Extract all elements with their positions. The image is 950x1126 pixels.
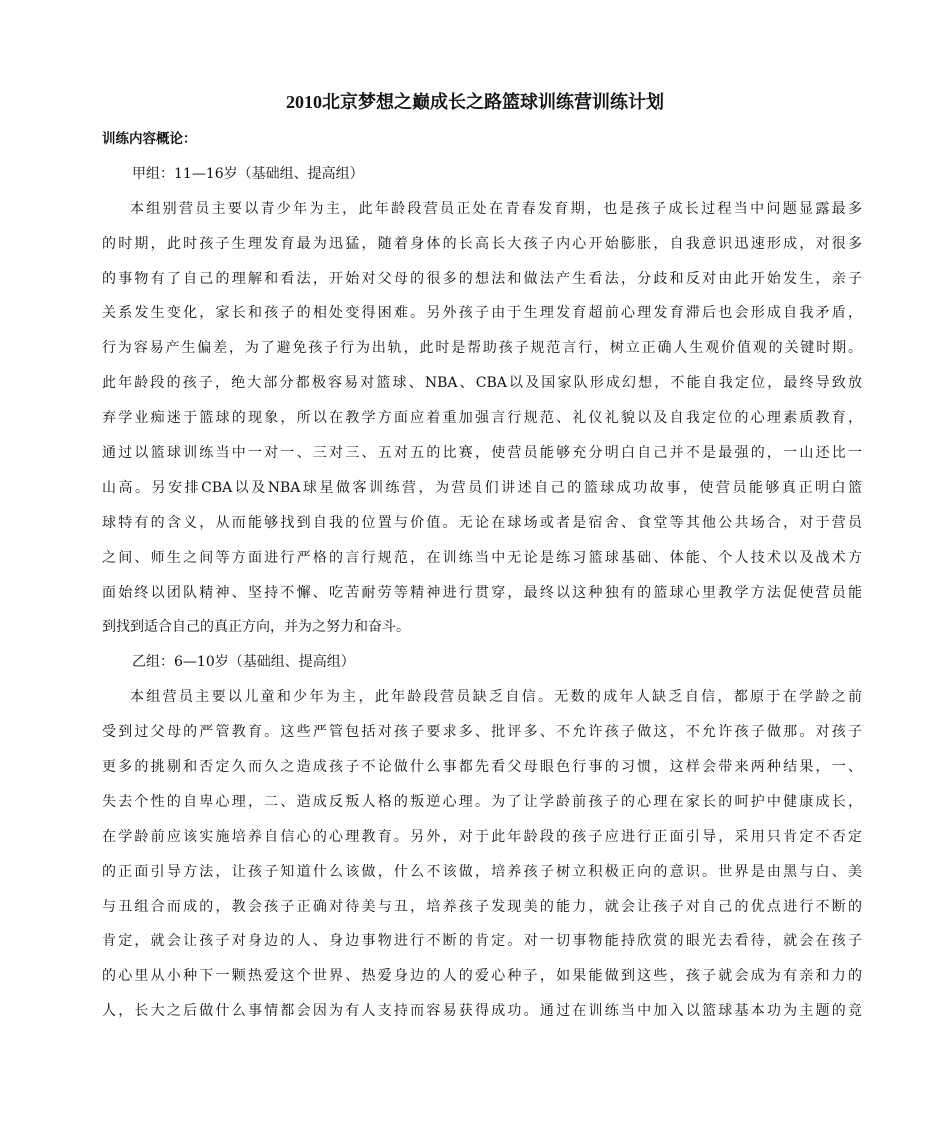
- paragraph-line: 本组别营员主要以青少年为主，此年龄段营员正处在青春发育期，也是孩子成长过程当中问题显露最多: [130, 200, 862, 217]
- paragraph-line: 关系发生变化，家长和孩子的相处变得困难。另外孩子由于生理发育超前心理发育滞后也会形成自我矛盾，: [102, 305, 862, 322]
- paragraph-line: 面始终以团队精神、坚持不懈、吃苦耐劳等精神进行贯穿，最终以这种独有的篮球心里教学方法促使营员能: [102, 584, 862, 601]
- paragraph-line: 行为容易产生偏差，为了避免孩子行为出轨，此时是帮助孩子规范言行，树立正确人生观价值观的关键时期。: [102, 340, 862, 357]
- paragraph-line: 的心里从小种下一颗热爱这个世界、热爱身边的人的爱心种子，如果能做到这些，孩子就会成为有亲和力的: [102, 968, 862, 985]
- paragraph-line: 本组营员主要以儿童和少年为主，此年龄段营员缺乏自信。无数的成年人缺乏自信，都原于在学龄之前: [130, 689, 862, 706]
- paragraph-line: 人，长大之后做什么事情都会因为有人支持而容易获得成功。通过在训练当中加入以篮球基本功为主题的竞: [102, 1003, 862, 1020]
- group-b-label: 乙组：6—10岁（基础组、提高组）: [132, 654, 355, 671]
- paragraph-line: 受到过父母的严管教育。这些严管包括对孩子要求多、批评多、不允许孩子做这，不允许孩子做那。对孩子: [102, 724, 862, 741]
- paragraph-line: 到找到适合自己的真正方向，并为之努力和奋斗。: [102, 619, 410, 636]
- overview-heading: 训练内容概论：: [102, 131, 197, 147]
- paragraph-line: 山高。另安排CBA以及NBA球星做客训练营，为营员们讲述自己的篮球成功故事，使营员能够真正明白篮: [102, 479, 862, 496]
- paragraph-line: 通过以篮球训练当中一对一、三对三、五对五的比赛，使营员能够充分明白自己并不是最强的，一山还比一: [102, 445, 862, 462]
- group-a-label: 甲组：11—16岁（基础组、提高组）: [132, 165, 364, 182]
- paragraph-line: 更多的挑剔和否定久而久之造成孩子不论做什么事都先看父母眼色行事的习惯，这样会带来两种结果，一、: [102, 759, 862, 776]
- paragraph-line: 此年龄段的孩子，绝大部分都极容易对篮球、NBA、CBA以及国家队形成幻想，不能自我定位，最终导致放: [102, 375, 862, 392]
- paragraph-line: 弃学业痴迷于篮球的现象，所以在教学方面应着重加强言行规范、礼仪礼貌以及自我定位的心理素质教育，: [102, 410, 862, 427]
- page-title: 2010北京梦想之巅成长之路篮球训练营训练计划: [286, 92, 664, 112]
- paragraph-line: 之间、师生之间等方面进行严格的言行规范，在训练当中无论是练习篮球基础、体能、个人技术以及战术方: [102, 549, 862, 566]
- paragraph-line: 的正面引导方法，让孩子知道什么该做，什么不该做，培养孩子树立积极正向的意识。世界是由黑与白、美: [102, 863, 862, 880]
- paragraph-line: 的时期，此时孩子生理发育最为迅猛，随着身体的长高长大孩子内心开始膨胀，自我意识迅速形成，对很多: [102, 235, 862, 252]
- paragraph-line: 球特有的含义，从而能够找到自我的位置与价值。无论在球场或者是宿舍、食堂等其他公共场合，对于营员: [102, 514, 862, 531]
- paragraph-line: 在学龄前应该实施培养自信心的心理教育。另外，对于此年龄段的孩子应进行正面引导，采用只肯定不否定: [102, 828, 862, 845]
- paragraph-line: 与丑组合而成的，教会孩子正确对待美与丑，培养孩子发现美的能力，就会让孩子对自己的优点进行不断的: [102, 898, 862, 915]
- paragraph-line: 失去个性的自卑心理，二、造成反叛人格的叛逆心理。为了让学龄前孩子的心理在家长的呵护中健康成长，: [102, 793, 862, 810]
- paragraph-line: 的事物有了自己的理解和看法，开始对父母的很多的想法和做法产生看法，分歧和反对由此开始发生，亲子: [102, 270, 862, 287]
- document-body: [102, 127, 862, 1034]
- paragraph-line: 肯定，就会让孩子对身边的人、身边事物进行不断的肯定。对一切事物能持欣赏的眼光去看待，就会在孩子: [102, 933, 862, 950]
